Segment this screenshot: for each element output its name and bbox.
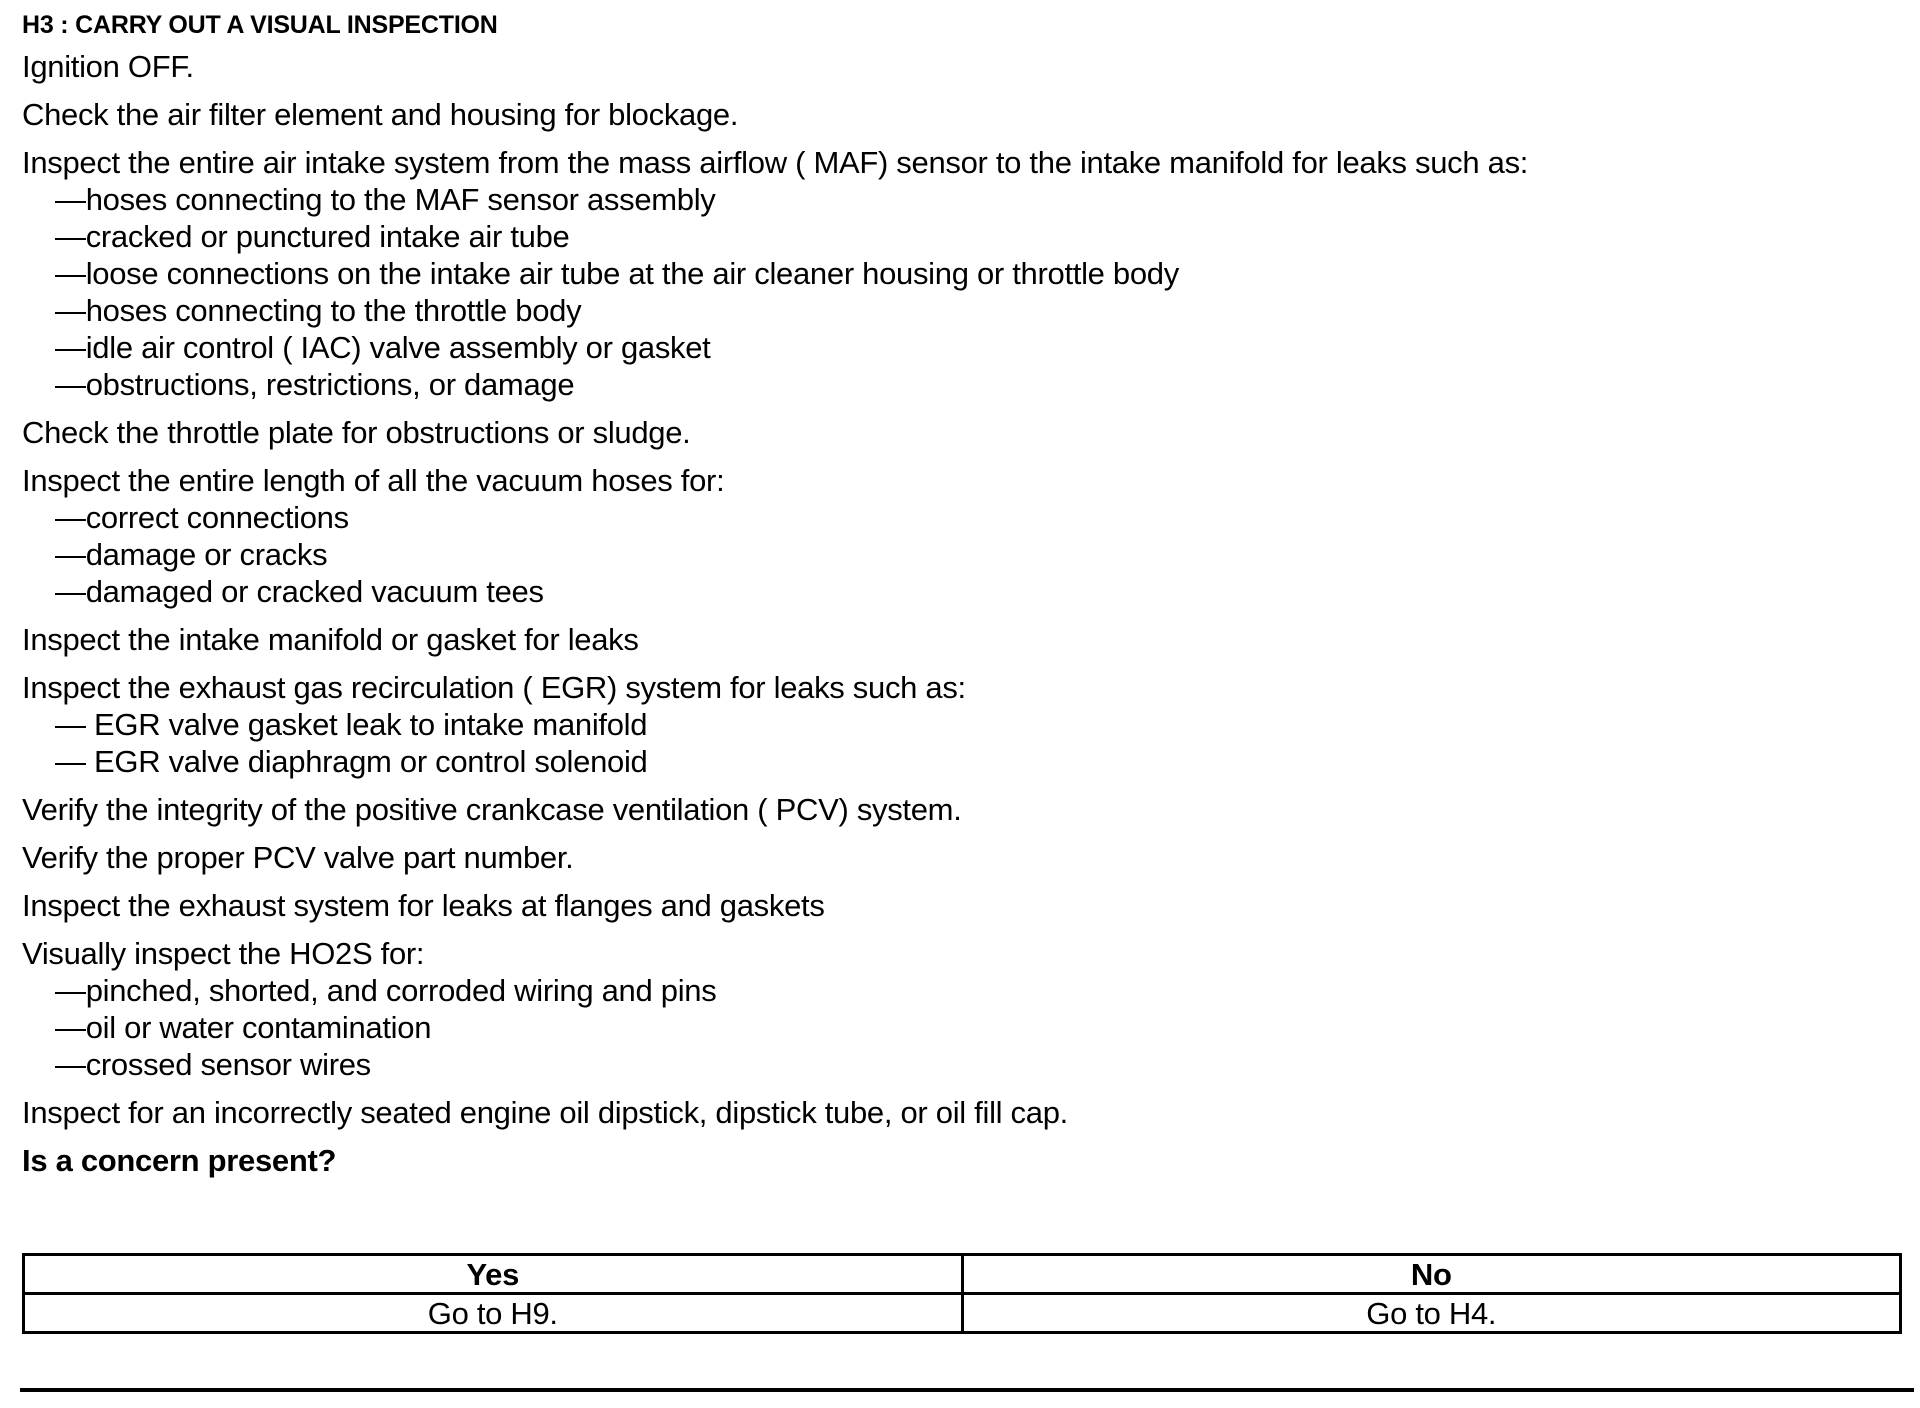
instruction-text: Inspect the intake manifold or gasket for leaks: [22, 622, 639, 657]
footer-divider: [20, 1388, 1914, 1392]
instruction-text: Verify the integrity of the positive crankcase ventilation ( PCV) system.: [22, 792, 962, 827]
instruction-text: Inspect for an incorrectly seated engine oil dipstick, dipstick tube, or oil fill cap.: [22, 1095, 1068, 1130]
yes-header: Yes: [24, 1255, 963, 1294]
list-item: — EGR valve diaphragm or control solenoid: [55, 744, 648, 779]
list-item: —obstructions, restrictions, or damage: [55, 367, 575, 402]
instruction-block: [22, 414, 1902, 451]
list-item: —damage or cracks: [55, 537, 328, 572]
list-item: —hoses connecting to the MAF sensor assembly: [55, 182, 716, 217]
list-item: —hoses connecting to the throttle body: [55, 293, 582, 328]
instruction-text: Inspect the entire length of all the vacuum hoses for:: [22, 463, 725, 498]
list-item: —oil or water contamination: [55, 1010, 432, 1045]
instruction-text: Verify the proper PCV valve part number.: [22, 840, 574, 875]
instruction-block: [22, 48, 1902, 85]
instruction-text: Inspect the exhaust system for leaks at flanges and gaskets: [22, 888, 825, 923]
concern-question: Is a concern present?: [22, 1143, 337, 1178]
instruction-block: [22, 462, 1902, 610]
instruction-block: [22, 621, 1902, 658]
instruction-text: Visually inspect the HO2S for:: [22, 936, 425, 971]
instruction-block: [22, 1094, 1902, 1131]
instruction-text: Check the throttle plate for obstructions or sludge.: [22, 415, 691, 450]
instruction-block: [22, 144, 1902, 403]
instruction-block: [22, 887, 1902, 924]
list-item: —loose connections on the intake air tube at the air cleaner housing or throttle body: [55, 256, 1179, 291]
list-item: —pinched, shorted, and corroded wiring and pins: [55, 973, 717, 1008]
step-heading: H3 : CARRY OUT A VISUAL INSPECTION: [22, 11, 498, 39]
list-item: —crossed sensor wires: [55, 1047, 371, 1082]
list-item: —cracked or punctured intake air tube: [55, 219, 570, 254]
list-item: — EGR valve gasket leak to intake manifold: [55, 707, 648, 742]
list-item: —damaged or cracked vacuum tees: [55, 574, 544, 609]
instruction-block: [22, 669, 1902, 780]
table-header-row: [24, 1255, 1901, 1294]
instruction-block: [22, 96, 1902, 133]
instruction-list: [22, 48, 1902, 1131]
instruction-block: [22, 791, 1902, 828]
list-item: —correct connections: [55, 500, 349, 535]
list-item: —idle air control ( IAC) valve assembly or gasket: [55, 330, 711, 365]
instruction-text: Check the air filter element and housing for blockage.: [22, 97, 739, 132]
table-row: [24, 1294, 1901, 1333]
instruction-text: Ignition OFF.: [22, 49, 194, 84]
result-table: [22, 1253, 1902, 1334]
inspection-step: [22, 8, 1902, 1179]
yes-action: Go to H9.: [24, 1294, 963, 1333]
instruction-block: [22, 839, 1902, 876]
instruction-block: [22, 935, 1902, 1083]
no-header: No: [962, 1255, 1901, 1294]
instruction-text: Inspect the entire air intake system from the mass airflow ( MAF) sensor to the intake manifold for leaks such as:: [22, 145, 1529, 180]
instruction-text: Inspect the exhaust gas recirculation ( EGR) system for leaks such as:: [22, 670, 966, 705]
no-action: Go to H4.: [962, 1294, 1901, 1333]
